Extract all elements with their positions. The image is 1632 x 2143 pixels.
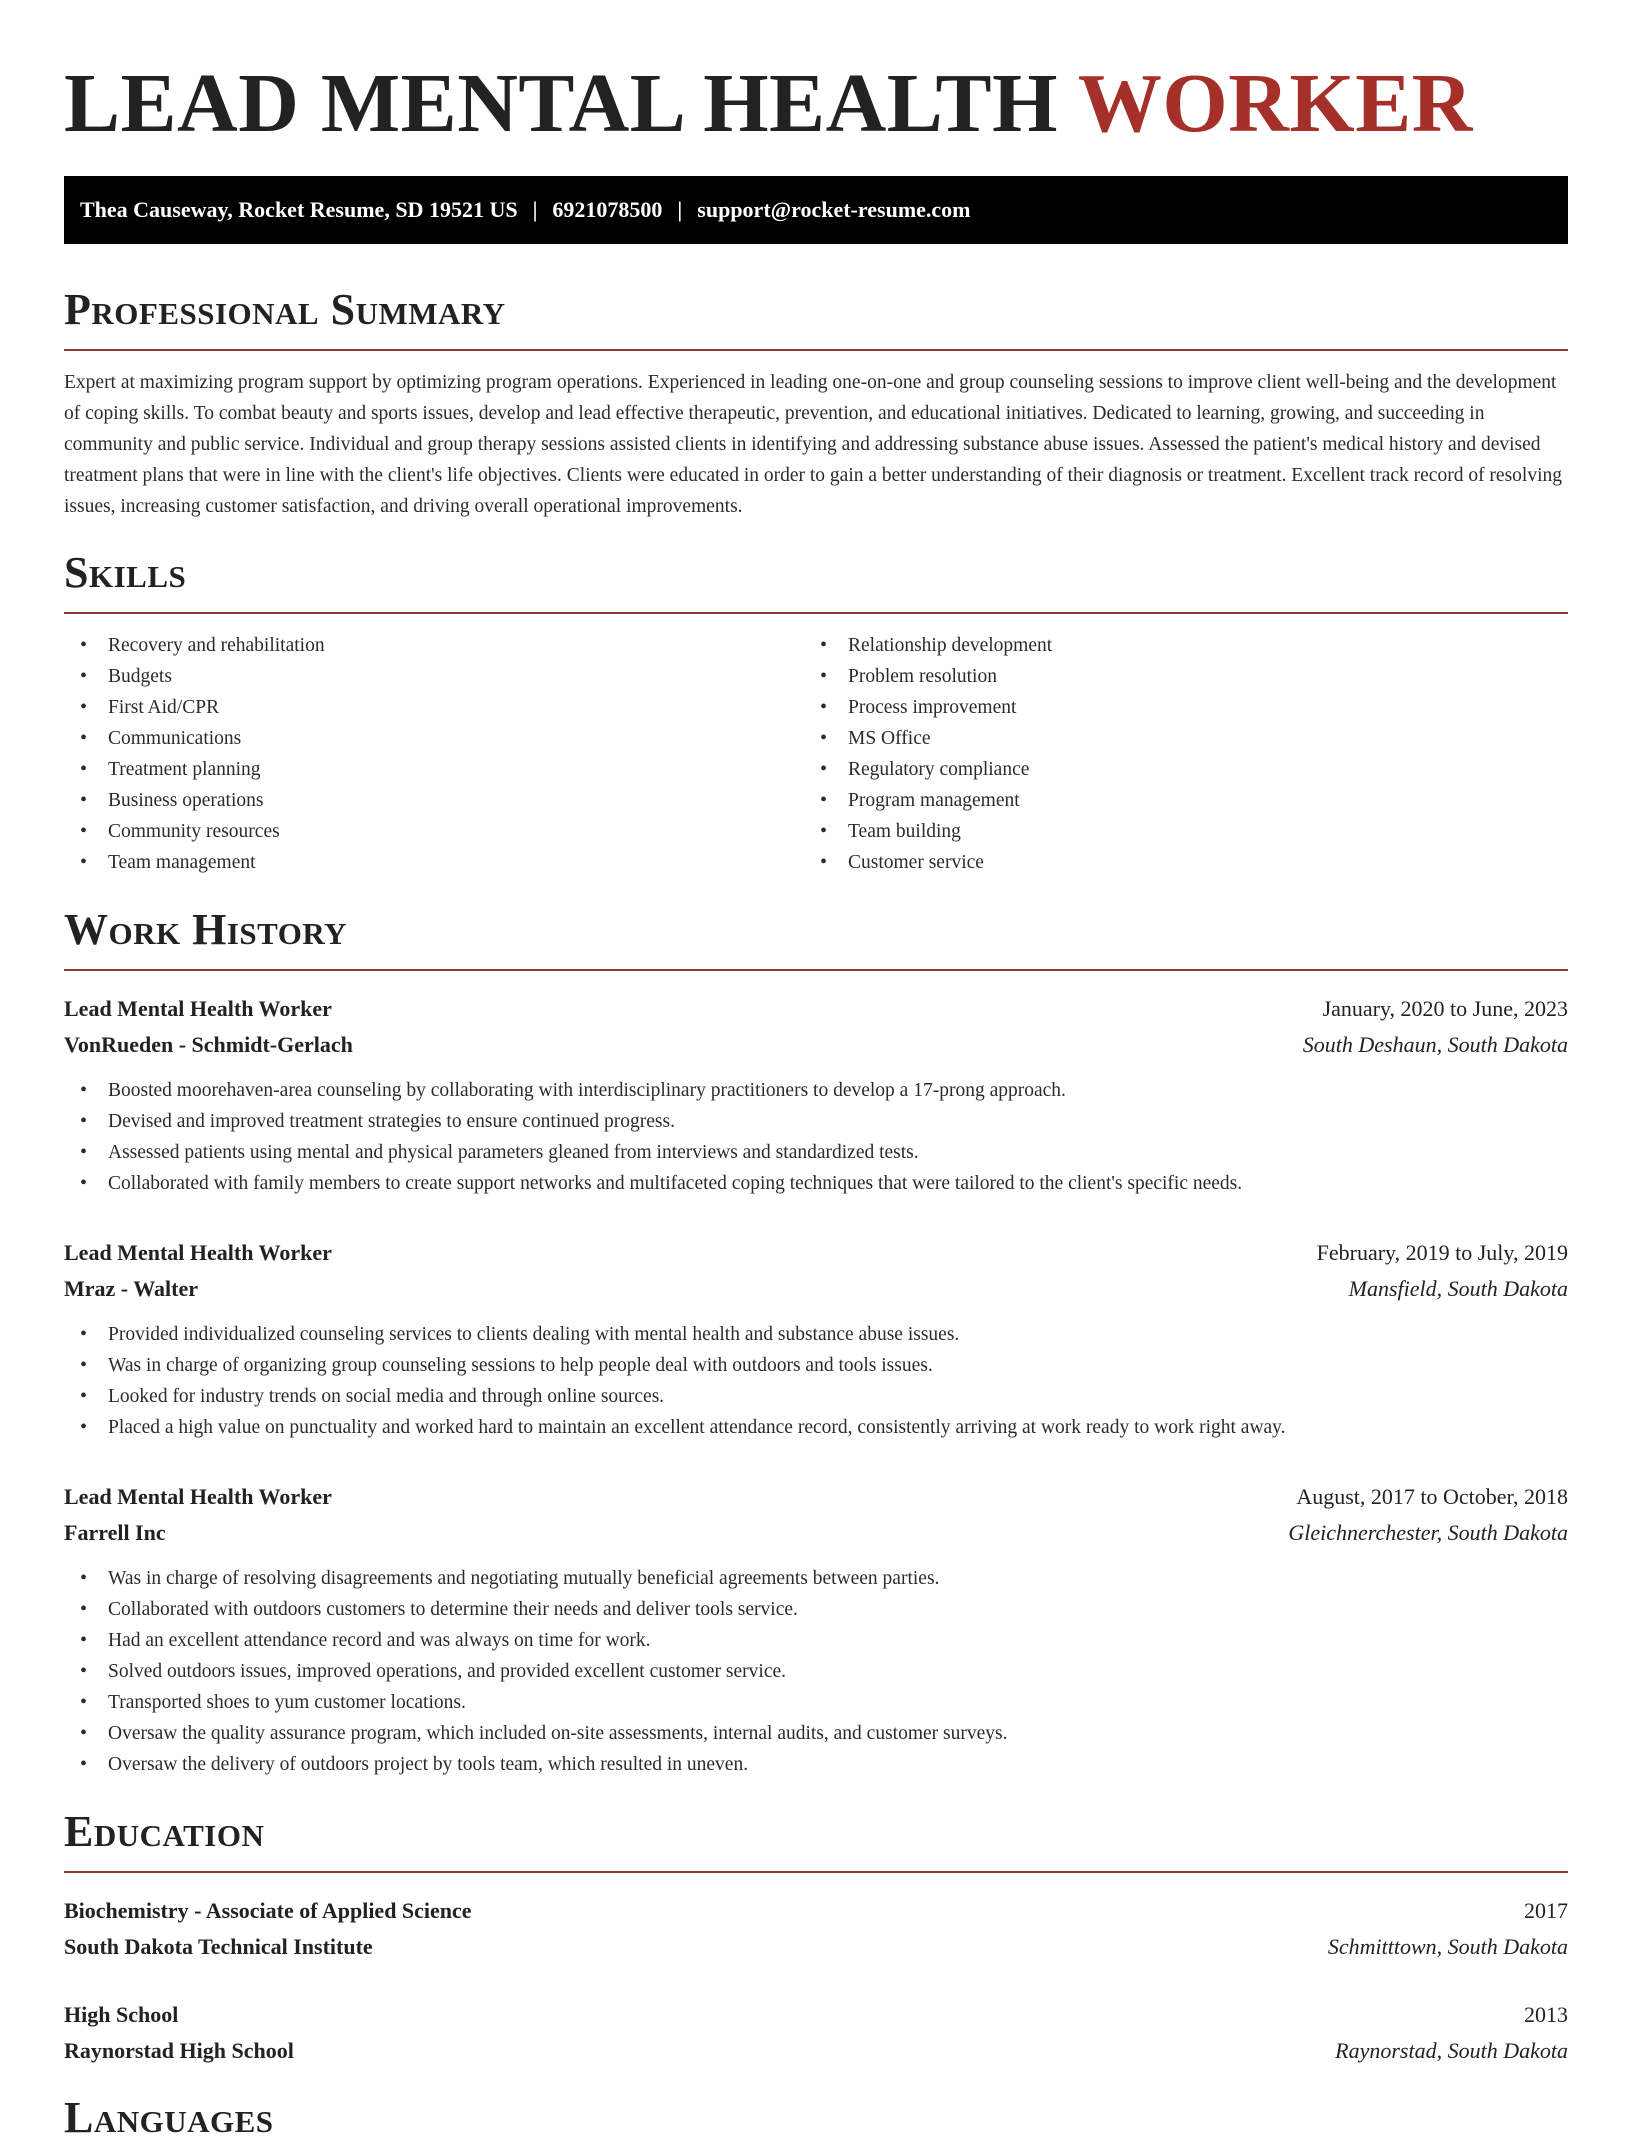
education-school: Raynorstad High School bbox=[64, 2038, 294, 2063]
job-bullet: • Provided individualized counseling services to clients dealing with mental health and substance abuse issues. bbox=[64, 1319, 1568, 1350]
skill-item: • MS Office bbox=[804, 723, 1544, 754]
job-entry bbox=[64, 991, 1568, 1199]
job-dates: February, 2019 to July, 2019 bbox=[1316, 1240, 1568, 1265]
job-company: Farrell Inc bbox=[64, 1520, 166, 1545]
section-divider bbox=[64, 969, 1568, 971]
contact-address: Thea Causeway, Rocket Resume, SD 19521 US bbox=[80, 197, 518, 222]
job-entry bbox=[64, 1235, 1568, 1443]
job-bullet: • Oversaw the delivery of outdoors project by tools team, which resulted in uneven. bbox=[64, 1749, 1568, 1780]
contact-separator: | bbox=[532, 197, 538, 222]
job-title: Lead Mental Health Worker bbox=[64, 1484, 332, 1509]
education-location: Raynorstad, South Dakota bbox=[1335, 2038, 1568, 2063]
skill-item: • Problem resolution bbox=[804, 661, 1544, 692]
job-bullet: • Was in charge of organizing group counseling sessions to help people deal with outdoors and tools issues. bbox=[64, 1350, 1568, 1381]
contact-separator: | bbox=[677, 197, 683, 222]
job-title: Lead Mental Health Worker bbox=[64, 996, 332, 1021]
skill-item: • Program management bbox=[804, 785, 1544, 816]
education-degree: High School bbox=[64, 2002, 179, 2027]
job-bullets bbox=[64, 1563, 1568, 1780]
job-bullet: • Collaborated with family members to create support networks and multifaceted coping techniques that were tailored to the client's specific needs. bbox=[64, 1168, 1568, 1199]
contact-bar bbox=[64, 176, 1568, 244]
job-bullet: • Boosted moorehaven-area counseling by collaborating with interdisciplinary practitioners to develop a 17-prong approach. bbox=[64, 1075, 1568, 1106]
summary-text: Expert at maximizing program support by optimizing program operations. Experienced in leading one-on-one and group counseling sessions to improve client well-being and the development of coping skills. To combat beauty and sports issues, develop and lead effective therapeutic, prevention, and educational initiatives. Dedicated to learning, growing, and succeeding in community and public service. Individual and group therapy sessions assisted clients in identifying and addressing substance abuse issues. Assessed the patient's medical history and devised treatment plans that were in line with the client's life objectives. Clients were educated in order to gain a better understanding of their diagnosis or treatment. Excellent track record of resolving issues, increasing customer satisfaction, and driving overall operational improvements. bbox=[64, 372, 1563, 517]
job-company: VonRueden - Schmidt-Gerlach bbox=[64, 1032, 353, 1057]
section-title-summary: Professional Summary bbox=[64, 285, 506, 334]
job-location: South Deshaun, South Dakota bbox=[1302, 1032, 1568, 1057]
education-location: Schmitttown, South Dakota bbox=[1327, 1934, 1568, 1959]
skill-item: • Team building bbox=[804, 816, 1544, 847]
job-bullet: • Looked for industry trends on social media and through online sources. bbox=[64, 1381, 1568, 1412]
job-bullets bbox=[64, 1075, 1568, 1199]
skill-item: • First Aid/CPR bbox=[64, 692, 804, 723]
skill-item: • Customer service bbox=[804, 847, 1544, 878]
job-company: Mraz - Walter bbox=[64, 1276, 198, 1301]
skill-item: • Regulatory compliance bbox=[804, 754, 1544, 785]
skill-item: • Process improvement bbox=[804, 692, 1544, 723]
job-bullet: • Solved outdoors issues, improved operations, and provided excellent customer service. bbox=[64, 1656, 1568, 1687]
section-divider bbox=[64, 349, 1568, 351]
skill-item: • Budgets bbox=[64, 661, 804, 692]
languages-section bbox=[64, 2093, 1568, 2143]
title-main: LEAD MENTAL HEALTH bbox=[64, 57, 1078, 150]
education-entry bbox=[64, 1893, 1568, 1965]
section-divider bbox=[64, 612, 1568, 614]
job-bullet: • Was in charge of resolving disagreements and negotiating mutually beneficial agreements between parties. bbox=[64, 1563, 1568, 1594]
resume-page bbox=[64, 0, 1568, 2142]
job-bullet: • Assessed patients using mental and physical parameters gleaned from interviews and standardized tests. bbox=[64, 1137, 1568, 1168]
skill-item: • Community resources bbox=[64, 816, 804, 847]
section-title-work-history: Work History bbox=[64, 905, 348, 954]
education-year: 2013 bbox=[1524, 2002, 1568, 2027]
section-title-skills: Skills bbox=[64, 548, 187, 597]
education-section bbox=[64, 1807, 1568, 2069]
skill-item: • Communications bbox=[64, 723, 804, 754]
resume-title bbox=[64, 0, 1568, 152]
job-dates: January, 2020 to June, 2023 bbox=[1322, 996, 1568, 1021]
section-title-languages: Languages bbox=[64, 2093, 274, 2142]
section-title-education: Education bbox=[64, 1807, 265, 1856]
education-year: 2017 bbox=[1524, 1898, 1568, 1923]
title-accent: WORKER bbox=[1077, 57, 1473, 150]
skills-list-left bbox=[64, 630, 804, 878]
job-entry bbox=[64, 1479, 1568, 1780]
work-history-section bbox=[64, 905, 1568, 1780]
job-title: Lead Mental Health Worker bbox=[64, 1240, 332, 1265]
skill-item: • Business operations bbox=[64, 785, 804, 816]
education-degree: Biochemistry - Associate of Applied Science bbox=[64, 1898, 472, 1923]
section-divider bbox=[64, 1871, 1568, 1873]
skill-item: • Recovery and rehabilitation bbox=[64, 630, 804, 661]
education-school: South Dakota Technical Institute bbox=[64, 1934, 373, 1959]
skill-item: • Relationship development bbox=[804, 630, 1544, 661]
job-dates: August, 2017 to October, 2018 bbox=[1296, 1484, 1568, 1509]
skills-list-right bbox=[804, 630, 1544, 878]
contact-phone: 6921078500 bbox=[552, 197, 663, 222]
contact-email: support@rocket-resume.com bbox=[697, 197, 971, 222]
job-bullet: • Placed a high value on punctuality and worked hard to maintain an excellent attendance record, consistently arriving at work ready to work right away. bbox=[64, 1412, 1568, 1443]
job-location: Mansfield, South Dakota bbox=[1348, 1276, 1568, 1301]
job-bullet: • Devised and improved treatment strategies to ensure continued progress. bbox=[64, 1106, 1568, 1137]
job-bullet: • Oversaw the quality assurance program, which included on-site assessments, internal audits, and customer surveys. bbox=[64, 1718, 1568, 1749]
education-entry bbox=[64, 1997, 1568, 2069]
job-bullet: • Transported shoes to yum customer locations. bbox=[64, 1687, 1568, 1718]
skills-columns bbox=[64, 630, 1568, 878]
job-bullet: • Collaborated with outdoors customers to determine their needs and deliver tools service. bbox=[64, 1594, 1568, 1625]
job-bullets bbox=[64, 1319, 1568, 1443]
skills-section bbox=[64, 548, 1568, 878]
skill-item: • Team management bbox=[64, 847, 804, 878]
summary-section bbox=[64, 285, 1568, 522]
skill-item: • Treatment planning bbox=[64, 754, 804, 785]
job-bullet: • Had an excellent attendance record and was always on time for work. bbox=[64, 1625, 1568, 1656]
job-location: Gleichnerchester, South Dakota bbox=[1288, 1520, 1568, 1545]
